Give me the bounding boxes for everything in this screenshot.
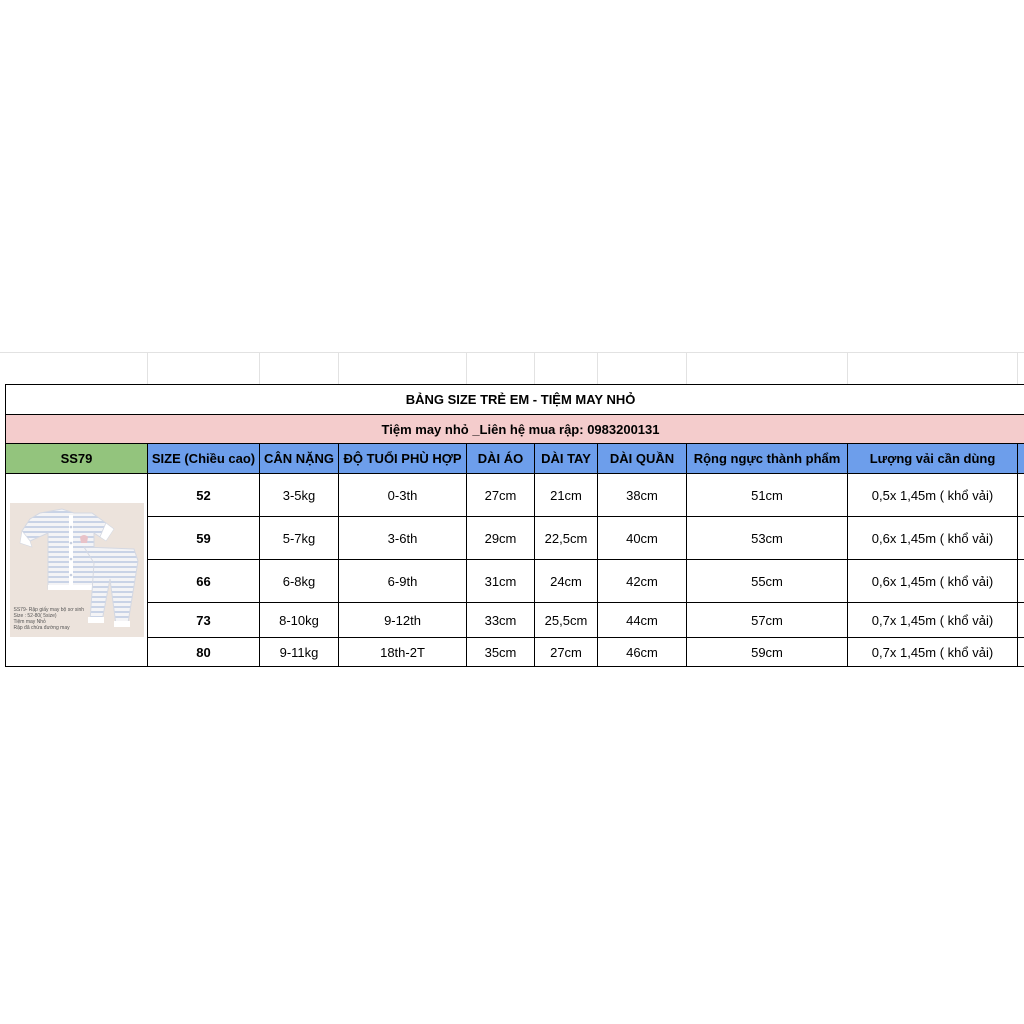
cell-age[interactable]: 18th-2T [339,638,467,667]
cell-shirt-length[interactable]: 27cm [467,474,535,517]
cell-size[interactable]: 66 [148,560,260,603]
cell-sleeve-length[interactable]: 24cm [535,560,598,603]
grid-line [534,352,535,384]
cell-chest-width[interactable]: 51cm [687,474,848,517]
product-image-caption: SS79- Rập giấy may bộ sơ sinh Size : 52-80( 5size) Tiệm may Nhỏ Rập đã chừa đường may [13,607,85,631]
cell-chest-width[interactable]: 53cm [687,517,848,560]
cell-weight[interactable]: 5-7kg [260,517,339,560]
cell-shirt-length[interactable]: 31cm [467,560,535,603]
cell-age[interactable]: 9-12th [339,603,467,638]
grid-line [0,352,1024,353]
cell-fabric-amount[interactable]: 0,6x 1,45m ( khổ vải) [848,517,1018,560]
header-fabric-amount[interactable]: Lượng vải cần dùng [848,444,1018,474]
sheet-subtitle[interactable]: Tiệm may nhỏ _Liên hệ mua rập: 0983200131 [6,415,1024,444]
grid-line [259,352,260,384]
header-weight[interactable]: CÂN NẶNG [260,444,339,474]
size-chart-table [5,384,1024,667]
header-row [6,444,1024,474]
cell-chest-width[interactable]: 59cm [687,638,848,667]
cell-fabric-amount[interactable]: 0,7x 1,45m ( khổ vải) [848,638,1018,667]
table-row [6,474,1024,517]
cell-extra[interactable] [1018,638,1024,667]
grid-line [847,352,848,384]
cell-extra[interactable] [1018,603,1024,638]
cell-pants-length[interactable]: 46cm [598,638,687,667]
cell-shirt-length[interactable]: 33cm [467,603,535,638]
header-size[interactable]: SIZE (Chiều cao) [148,444,260,474]
product-code-cell[interactable]: SS79 [6,444,148,474]
grid-line [147,352,148,384]
table-row [6,603,1024,638]
cell-sleeve-length[interactable]: 27cm [535,638,598,667]
product-image-cell[interactable] [6,474,148,667]
cell-size[interactable]: 59 [148,517,260,560]
cell-fabric-amount[interactable]: 0,5x 1,45m ( khổ vải) [848,474,1018,517]
table-row [6,638,1024,667]
cell-age[interactable]: 3-6th [339,517,467,560]
header-sleeve-length[interactable]: DÀI TAY [535,444,598,474]
sheet-title[interactable]: BẢNG SIZE TRẺ EM - TIỆM MAY NHỎ [6,385,1024,415]
cell-shirt-length[interactable]: 35cm [467,638,535,667]
header-extra[interactable] [1018,444,1024,474]
header-shirt-length[interactable]: DÀI ÁO [467,444,535,474]
cell-size[interactable]: 52 [148,474,260,517]
header-pants-length[interactable]: DÀI QUẦN [598,444,687,474]
cell-sleeve-length[interactable]: 21cm [535,474,598,517]
cell-pants-length[interactable]: 44cm [598,603,687,638]
cell-extra[interactable] [1018,560,1024,603]
cell-size[interactable]: 73 [148,603,260,638]
cell-pants-length[interactable]: 40cm [598,517,687,560]
table-row [6,517,1024,560]
cell-extra[interactable] [1018,474,1024,517]
grid-line [466,352,467,384]
table-row [6,560,1024,603]
product-image [10,503,144,637]
cell-age[interactable]: 0-3th [339,474,467,517]
cell-pants-length[interactable]: 42cm [598,560,687,603]
cell-extra[interactable] [1018,517,1024,560]
cell-pants-length[interactable]: 38cm [598,474,687,517]
grid-line [338,352,339,384]
cell-shirt-length[interactable]: 29cm [467,517,535,560]
header-age[interactable]: ĐỘ TUỔI PHÙ HỢP [339,444,467,474]
cell-weight[interactable]: 8-10kg [260,603,339,638]
cell-sleeve-length[interactable]: 25,5cm [535,603,598,638]
cell-fabric-amount[interactable]: 0,7x 1,45m ( khổ vải) [848,603,1018,638]
cell-sleeve-length[interactable]: 22,5cm [535,517,598,560]
cell-chest-width[interactable]: 55cm [687,560,848,603]
cell-age[interactable]: 6-9th [339,560,467,603]
cell-size[interactable]: 80 [148,638,260,667]
cell-weight[interactable]: 3-5kg [260,474,339,517]
cell-chest-width[interactable]: 57cm [687,603,848,638]
cell-weight[interactable]: 6-8kg [260,560,339,603]
grid-line [1017,352,1018,384]
grid-line [686,352,687,384]
cell-fabric-amount[interactable]: 0,6x 1,45m ( khổ vải) [848,560,1018,603]
grid-line [597,352,598,384]
cell-weight[interactable]: 9-11kg [260,638,339,667]
header-chest-width[interactable]: Rộng ngực thành phẩm [687,444,848,474]
